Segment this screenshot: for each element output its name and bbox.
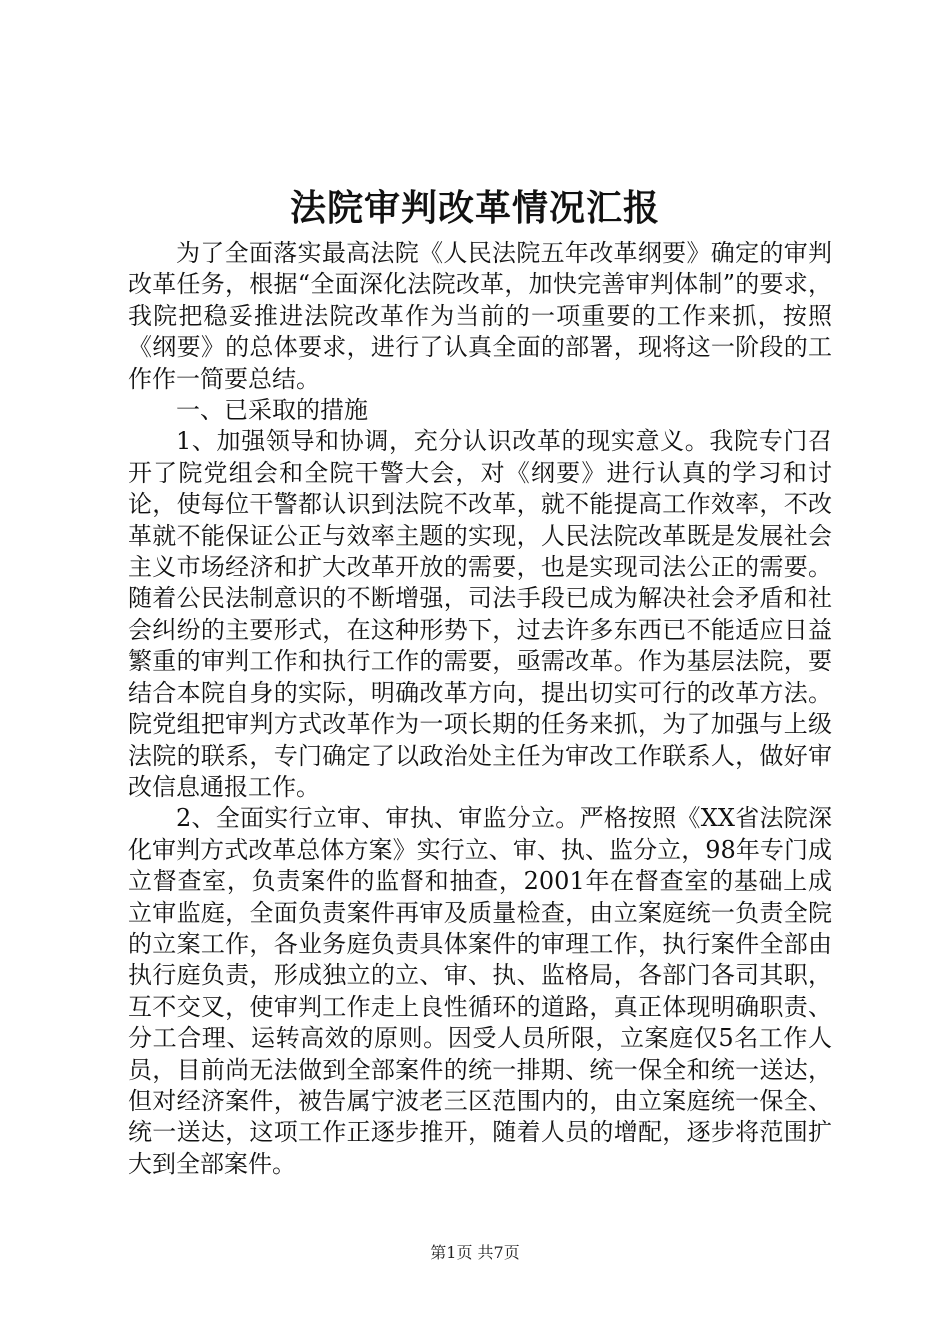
paragraph-item-1: 1、加强领导和协调，充分认识改革的现实意义。我院专门召开了院党组会和全院干警大会，对《纲要》进行认真的学习和讨论，使每位干警都认识到法院不改革，就不能提高工作效率，不改革就不能保证公正与效率主题的实现，人民法院改革既是发展社会主义市场经济和扩大改革开放的需要，也是实现司法公正的需要。随着公民法制意识的不断增强，司法手段已成为解决社会矛盾和社会纠纷的主要形式，在这种形势下，过去许多东西已不能适应日益繁重的审判工作和执行工作的需要，亟需改革。作为基层法院，要结合本院自身的实际，明确改革方向，提出切实可行的改革方法。院党组把审判方式改革作为一项长期的任务来抓，为了加强与上级法院的联系，专门确定了以政治处主任为审改工作联系人，做好审改信息通报工作。 xyxy=(128,427,832,801)
document-title: 法院审判改革情况汇报 xyxy=(289,187,660,229)
paragraph-item-2: 2、全面实行立审、审执、审监分立。严格按照《XX省法院深化审判方式改革总体方案》实行立、审、执、监分立，98年专门成立督查室，负责案件的监督和抽查，2001年在督查室的基础上成立审监庭，全面负责案件再审及质量检查，由立案庭统一负责全院的立案工作，各业务庭负责具体案件的审理工作，执行案件全部由执行庭负责，形成独立的立、审、执、监格局，各部门各司其职，互不交叉，使审判工作走上良性循环的道路，真正体现明确职责、分工合理、运转高效的原则。因受人员所限，立案庭仅5名工作人员，目前尚无法做到全部案件的统一排期、统一保全和统一送达，但对经济案件，被告属宁波老三区范围内的，由立案庭统一保全、统一送达，这项工作正逐步推开，随着人员的增配，逐步将范围扩大到全部案件。 xyxy=(128,804,832,1178)
page-number-footer: 第1页 共7页 xyxy=(430,1243,520,1262)
intro-paragraph: 为了全面落实最高法院《人民法院五年改革纲要》确定的审判改革任务，根据“全面深化法院改革，加快完善审判体制”的要求，我院把稳妥推进法院改革作为当前的一项重要的工作来抓，按照《纲要》的总体要求，进行了认真全面的部署，现将这一阶段的工作作一简要总结。 xyxy=(128,239,832,393)
section-heading: 一、已采取的措施 xyxy=(176,396,368,425)
document-body xyxy=(128,238,832,1180)
